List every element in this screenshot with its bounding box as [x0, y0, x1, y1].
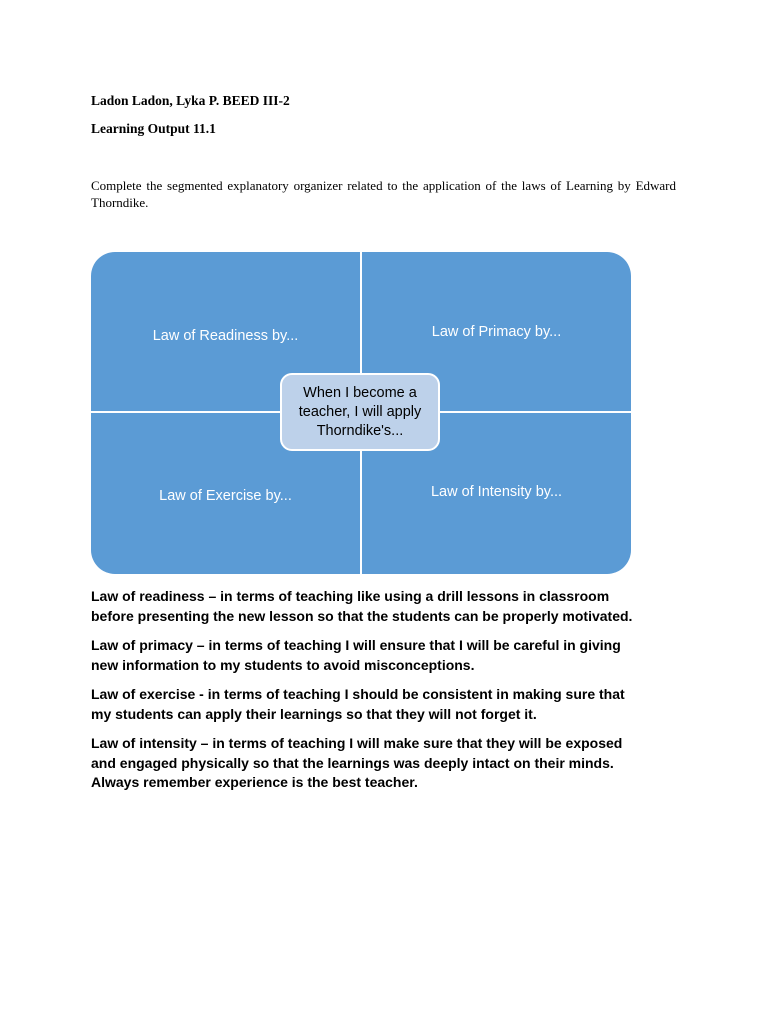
readiness-label: Law of Readiness by... [152, 327, 299, 344]
exercise-answer [91, 685, 691, 724]
exercise-label: Law of Exercise by... [159, 487, 292, 504]
learning-output-title: Learning Output 11.1 [91, 121, 216, 136]
intensity-answer [91, 734, 691, 793]
primacy-label: Law of Primacy by... [431, 323, 562, 340]
answer-line: Law of exercise - in terms of teaching I should be consistent in making sure that [91, 686, 625, 702]
answer-line: Always remember experience is the best teacher. [91, 774, 418, 790]
instructions-text: Complete the segmented explanatory organizer related to the application of the laws of Learning by Edward Thorndike. [91, 178, 676, 210]
answer-line: Law of readiness – in terms of teaching like using a drill lessons in classroom [91, 588, 610, 604]
intensity-label: Law of Intensity by... [430, 483, 563, 500]
center-prompt-line: When I become a [303, 384, 417, 401]
answer-line: my students can apply their learnings so that they will not forget it. [91, 705, 537, 722]
center-prompt-box [280, 373, 440, 451]
readiness-answer [91, 587, 691, 626]
answer-line: new information to my students to avoid misconceptions. [91, 656, 475, 673]
primacy-answer [91, 636, 691, 675]
center-prompt-line: teacher, I will apply [298, 403, 422, 420]
center-prompt-line: Thorndike's... [316, 422, 404, 439]
answer-line: Law of intensity – in terms of teaching I will make sure that they will be exposed [91, 735, 623, 751]
answer-line: Law of primacy – in terms of teaching I will ensure that I will be careful in giving [91, 637, 621, 653]
answer-line: before presenting the new lesson so that the students can be properly motivated. [91, 607, 633, 624]
segmented-organizer [91, 252, 631, 574]
student-name-line: Ladon Ladon, Lyka P. BEED III-2 [91, 93, 290, 108]
answer-line: and engaged physically so that the learnings was deeply intact on their minds. [91, 754, 614, 771]
